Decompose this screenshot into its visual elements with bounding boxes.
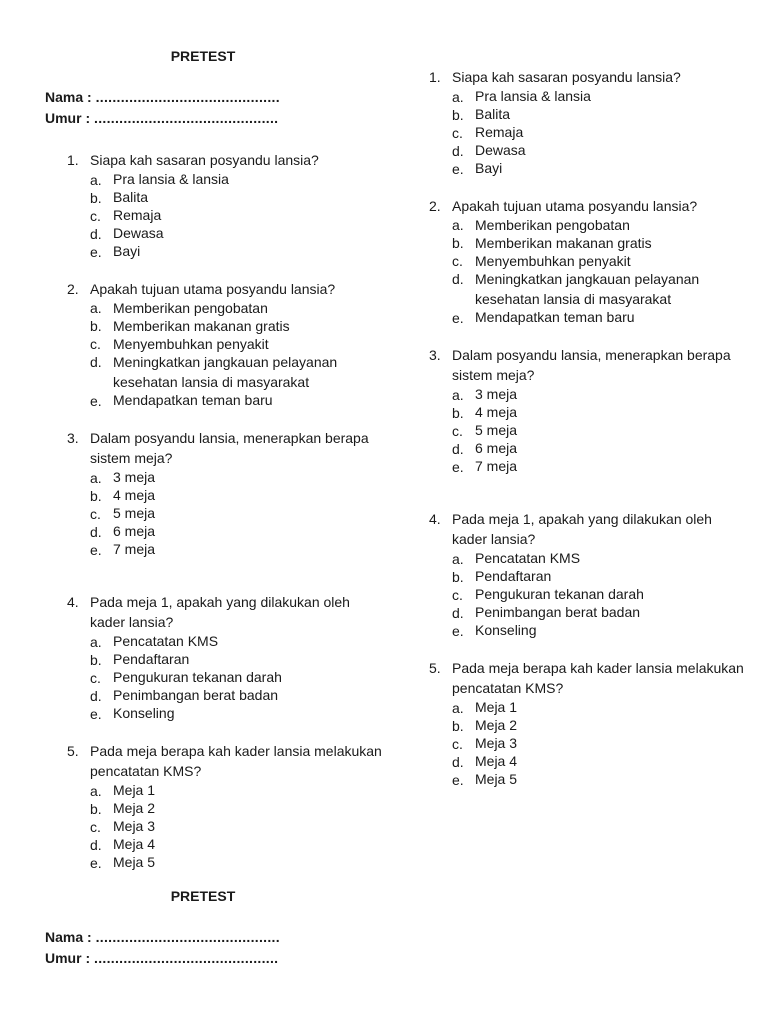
option-text: Pra lansia & lansia	[475, 88, 591, 105]
answer-option[interactable]	[452, 622, 749, 640]
question-text: Siapa kah sasaran posyandu lansia?	[452, 69, 681, 85]
answer-option[interactable]	[452, 771, 749, 789]
option-text: Meja 3	[475, 735, 518, 752]
question-text: Apakah tujuan utama posyandu lansia?	[90, 280, 336, 297]
option-text: Meningkatkan jangkauan pelayanan kesehatan lansia di masyarakat	[475, 270, 700, 308]
question-text: Dalam posyandu lansia, menerapkan berapa sistem meja?	[90, 429, 369, 466]
answer-option[interactable]	[90, 818, 387, 836]
question-3	[67, 428, 387, 559]
answer-option[interactable]	[90, 836, 387, 854]
option-letter: e.	[452, 622, 464, 639]
option-text: Memberikan pengobatan	[475, 216, 630, 233]
answer-option[interactable]	[90, 189, 387, 207]
option-letter: c.	[90, 336, 101, 352]
option-text: Meja 3	[113, 818, 156, 835]
answer-option[interactable]	[90, 854, 387, 872]
answer-option[interactable]	[90, 669, 387, 687]
option-letter: a.	[452, 699, 464, 716]
option-text: 3 meja	[475, 386, 518, 403]
question-1	[429, 67, 749, 178]
question-5	[429, 658, 749, 789]
question-list-left	[67, 150, 387, 890]
option-letter: e.	[452, 458, 464, 475]
option-text: Menyembuhkan penyakit	[113, 335, 269, 352]
answer-option[interactable]	[452, 270, 749, 309]
option-text: Remaja	[113, 207, 162, 224]
answer-option[interactable]	[452, 252, 749, 270]
answer-option[interactable]	[452, 160, 749, 178]
answer-option[interactable]	[452, 753, 749, 771]
option-letter: a.	[90, 171, 102, 188]
option-letter: b.	[452, 717, 464, 734]
option-letter: a.	[452, 217, 464, 233]
answer-option[interactable]	[90, 782, 387, 800]
option-text: Mendapatkan teman baru	[475, 309, 635, 326]
question-number: 5.	[67, 742, 79, 759]
question-4	[67, 592, 387, 723]
option-text: Memberikan pengobatan	[113, 299, 268, 316]
option-letter: e.	[452, 160, 464, 177]
answer-option[interactable]	[452, 586, 749, 604]
option-text: Pra lansia & lansia	[113, 171, 229, 188]
name-field[interactable]	[45, 88, 280, 106]
option-text: Pendaftaran	[113, 651, 190, 668]
answer-option[interactable]	[90, 505, 387, 523]
option-text: Remaja	[475, 124, 524, 141]
answer-option[interactable]	[452, 106, 749, 124]
answer-option[interactable]	[452, 88, 749, 106]
option-text: Mendapatkan teman baru	[113, 392, 273, 409]
option-letter: c.	[452, 422, 463, 439]
answer-option[interactable]	[452, 440, 749, 458]
answer-option[interactable]	[90, 317, 387, 335]
pretest-title-bottom: PRETEST	[170, 888, 236, 904]
answer-option[interactable]	[90, 800, 387, 818]
option-text: 3 meja	[113, 469, 156, 486]
age-field-bottom[interactable]	[45, 949, 278, 967]
option-letter: a.	[90, 782, 102, 799]
answer-option[interactable]	[90, 705, 387, 723]
option-letter: d.	[452, 604, 464, 621]
option-text: Memberikan makanan gratis	[475, 234, 652, 251]
option-text: 5 meja	[113, 505, 156, 522]
option-letter: d.	[90, 523, 102, 540]
answer-option[interactable]	[90, 687, 387, 705]
answer-option[interactable]	[90, 243, 387, 261]
option-letter: c.	[452, 586, 463, 603]
option-text: Pengukuran tekanan darah	[113, 669, 282, 686]
option-text: Balita	[113, 189, 149, 206]
option-letter: c.	[90, 669, 101, 686]
question-number: 1.	[67, 152, 79, 168]
option-text: Dewasa	[113, 225, 164, 242]
answer-option[interactable]	[90, 633, 387, 651]
question-text: Pada meja berapa kah kader lansia melakukan pencatatan KMS?	[452, 659, 744, 696]
option-letter: c.	[452, 253, 463, 269]
question-3	[429, 345, 749, 476]
option-text: 7 meja	[475, 458, 518, 475]
answer-option[interactable]	[452, 568, 749, 586]
question-text: Siapa kah sasaran posyandu lansia?	[90, 152, 319, 168]
option-letter: a.	[452, 88, 464, 105]
option-letter: d.	[90, 225, 102, 242]
option-letter: e.	[90, 541, 102, 558]
question-text: Pada meja 1, apakah yang dilakukan oleh kader lansia?	[452, 510, 712, 547]
name-field-bottom[interactable]	[45, 928, 280, 946]
answer-option[interactable]	[452, 717, 749, 735]
option-letter: c.	[90, 818, 101, 835]
question-number: 2.	[429, 197, 441, 214]
answer-option[interactable]	[90, 299, 387, 317]
age-label: Umur :	[45, 950, 91, 966]
option-text: Pencatatan KMS	[113, 633, 219, 650]
age-label: Umur :	[45, 110, 91, 126]
option-letter: c.	[452, 735, 463, 752]
option-letter: a.	[90, 300, 102, 316]
option-letter: d.	[90, 354, 102, 370]
answer-option[interactable]	[90, 207, 387, 225]
option-text: Penimbangan berat badan	[475, 604, 641, 621]
name-blank: ............................................	[95, 89, 280, 105]
answer-option[interactable]	[90, 171, 387, 189]
option-text: Meja 1	[113, 782, 156, 799]
option-letter: b.	[452, 106, 464, 123]
option-text: Pengukuran tekanan darah	[475, 586, 644, 603]
name-blank: ............................................	[95, 929, 280, 945]
answer-option[interactable]	[452, 386, 749, 404]
question-2	[429, 196, 749, 327]
option-letter: e.	[90, 854, 102, 871]
answer-option[interactable]	[452, 699, 749, 717]
option-letter: c.	[90, 505, 101, 522]
answer-option[interactable]	[452, 404, 749, 422]
option-letter: b.	[452, 568, 464, 585]
answer-option[interactable]	[452, 604, 749, 622]
option-letter: c.	[452, 124, 463, 141]
question-number: 2.	[67, 280, 79, 297]
answer-option[interactable]	[90, 487, 387, 505]
question-list-right	[429, 67, 749, 807]
answer-option[interactable]	[452, 216, 749, 234]
option-text: Balita	[475, 106, 511, 123]
question-1	[67, 150, 387, 261]
option-letter: b.	[452, 235, 464, 251]
answer-option[interactable]	[90, 353, 387, 392]
option-text: Meningkatkan jangkauan pelayanan kesehatan lansia di masyarakat	[113, 353, 338, 391]
option-text: Meja 1	[475, 699, 518, 716]
option-text: 5 meja	[475, 422, 518, 439]
option-letter: b.	[90, 651, 102, 668]
option-letter: e.	[452, 771, 464, 788]
option-text: Meja 4	[113, 836, 156, 853]
option-text: Meja 5	[475, 771, 518, 788]
option-letter: d.	[452, 142, 464, 159]
option-letter: b.	[90, 189, 102, 206]
option-text: Konseling	[475, 622, 537, 639]
question-5	[67, 741, 387, 872]
option-text: 4 meja	[475, 404, 518, 421]
option-text: Meja 4	[475, 753, 518, 770]
option-text: 7 meja	[113, 541, 156, 558]
question-number: 3.	[67, 429, 79, 446]
question-number: 1.	[429, 69, 441, 85]
answer-option[interactable]	[452, 124, 749, 142]
option-letter: b.	[452, 404, 464, 421]
option-letter: d.	[452, 440, 464, 457]
option-letter: a.	[90, 469, 102, 486]
question-number: 3.	[429, 346, 441, 363]
age-blank: ............................................	[94, 950, 279, 966]
question-number: 4.	[429, 510, 441, 527]
answer-option[interactable]	[90, 469, 387, 487]
question-number: 5.	[429, 659, 441, 676]
option-text: Bayi	[475, 160, 503, 177]
option-text: Meja 5	[113, 854, 156, 871]
option-letter: a.	[90, 633, 102, 650]
answer-option[interactable]	[452, 422, 749, 440]
name-label: Nama :	[45, 929, 92, 945]
option-letter: c.	[90, 207, 101, 224]
option-text: Pencatatan KMS	[475, 550, 581, 567]
option-text: 6 meja	[475, 440, 518, 457]
option-letter: e.	[452, 309, 464, 326]
option-letter: e.	[90, 705, 102, 722]
answer-option[interactable]	[90, 335, 387, 353]
question-text: Pada meja 1, apakah yang dilakukan oleh kader lansia?	[90, 593, 350, 630]
option-letter: b.	[90, 800, 102, 817]
question-4	[429, 509, 749, 640]
question-text: Dalam posyandu lansia, menerapkan berapa sistem meja?	[452, 346, 731, 383]
option-letter: d.	[90, 836, 102, 853]
age-field[interactable]	[45, 109, 278, 127]
option-text: Dewasa	[475, 142, 526, 159]
answer-option[interactable]	[452, 550, 749, 568]
age-blank: ............................................	[94, 110, 279, 126]
option-text: Meja 2	[113, 800, 156, 817]
answer-option[interactable]	[90, 392, 387, 410]
question-2	[67, 279, 387, 410]
question-text: Pada meja berapa kah kader lansia melakukan pencatatan KMS?	[90, 742, 382, 779]
name-label: Nama :	[45, 89, 92, 105]
option-text: Penimbangan berat badan	[113, 687, 279, 704]
option-letter: b.	[90, 487, 102, 504]
option-letter: a.	[452, 386, 464, 403]
option-text: Memberikan makanan gratis	[113, 317, 290, 334]
answer-option[interactable]	[452, 735, 749, 753]
question-number: 4.	[67, 593, 79, 610]
option-letter: d.	[452, 271, 464, 287]
option-text: Pendaftaran	[475, 568, 552, 585]
option-letter: e.	[90, 392, 102, 409]
option-letter: d.	[90, 687, 102, 704]
answer-option[interactable]	[452, 309, 749, 327]
answer-option[interactable]	[90, 225, 387, 243]
option-letter: a.	[452, 550, 464, 567]
answer-option[interactable]	[452, 234, 749, 252]
option-text: Menyembuhkan penyakit	[475, 252, 631, 269]
answer-option[interactable]	[452, 458, 749, 476]
option-text: 6 meja	[113, 523, 156, 540]
option-letter: e.	[90, 243, 102, 260]
pretest-title: PRETEST	[170, 48, 236, 64]
question-text: Apakah tujuan utama posyandu lansia?	[452, 197, 698, 214]
option-text: Bayi	[113, 243, 141, 260]
option-letter: d.	[452, 753, 464, 770]
option-text: Konseling	[113, 705, 175, 722]
option-letter: b.	[90, 318, 102, 334]
answer-option[interactable]	[452, 142, 749, 160]
option-text: 4 meja	[113, 487, 156, 504]
answer-option[interactable]	[90, 651, 387, 669]
answer-option[interactable]	[90, 523, 387, 541]
answer-option[interactable]	[90, 541, 387, 559]
option-text: Meja 2	[475, 717, 518, 734]
